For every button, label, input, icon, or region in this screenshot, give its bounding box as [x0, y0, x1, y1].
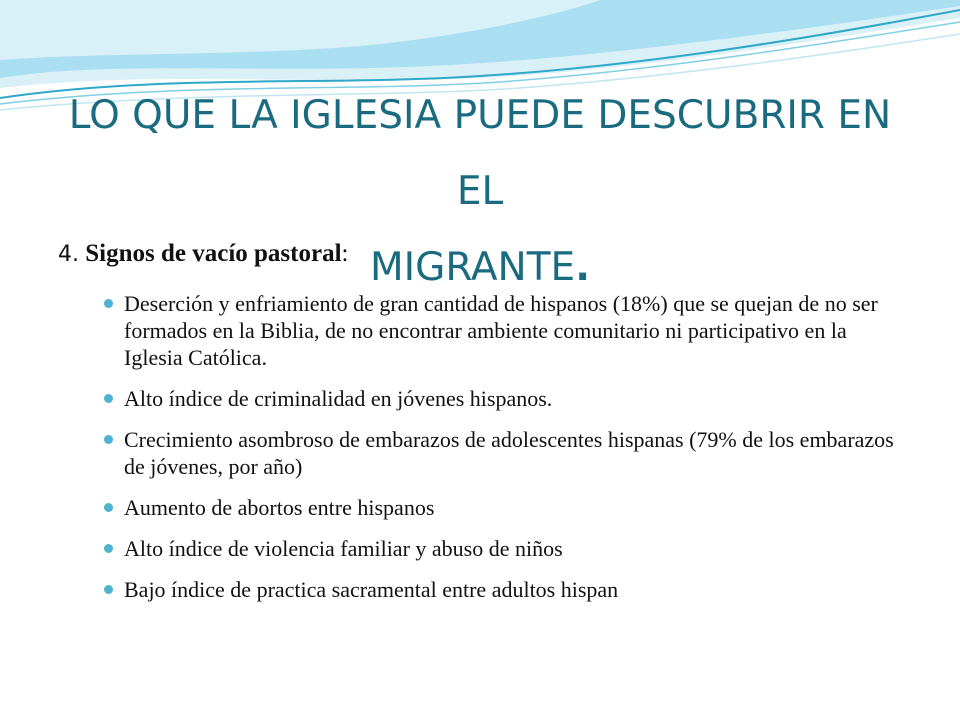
subhead-number: 4.	[58, 242, 79, 267]
bullet-dot-icon	[104, 503, 113, 512]
list-item-text: Deserción y enfriamiento de gran cantidad de hispanos (18%) que se quejan de no ser formados en la Biblia, de no encontrar ambiente comunitario ni participativo en la Iglesia Católica.	[124, 291, 878, 370]
list-item	[104, 385, 894, 412]
list-item-text: Aumento de abortos entre hispanos	[124, 495, 435, 520]
bullet-dot-icon	[104, 435, 113, 444]
bullet-dot-icon	[104, 394, 113, 403]
section-subheading	[58, 240, 348, 268]
list-item	[104, 535, 894, 562]
title-line-2-text: MIGRANTE	[369, 245, 576, 290]
subhead-colon: :	[341, 240, 349, 267]
subhead-text: Signos de vacío pastoral	[85, 240, 342, 267]
list-item-text: Alto índice de criminalidad en jóvenes hispanos.	[124, 386, 553, 411]
list-item	[104, 494, 894, 521]
list-item	[104, 426, 894, 480]
title-line-1: LO QUE LA IGLESIA PUEDE DESCUBRIR EN EL	[68, 93, 892, 214]
list-item-text: Alto índice de violencia familiar y abuso de niños	[124, 536, 563, 561]
list-item	[104, 576, 894, 603]
bullet-dot-icon	[104, 299, 113, 308]
bullet-dot-icon	[104, 544, 113, 553]
slide-title	[40, 78, 920, 306]
list-item	[104, 290, 894, 371]
list-item-text: Bajo índice de practica sacramental entre adultos hispan	[124, 577, 619, 602]
list-item-text: Crecimiento asombroso de embarazos de adolescentes hispanas (79% de los embarazos de jóvenes, por año)	[124, 427, 894, 479]
bullet-list	[104, 290, 894, 617]
bullet-dot-icon	[104, 585, 113, 594]
title-dot: .	[575, 245, 591, 290]
